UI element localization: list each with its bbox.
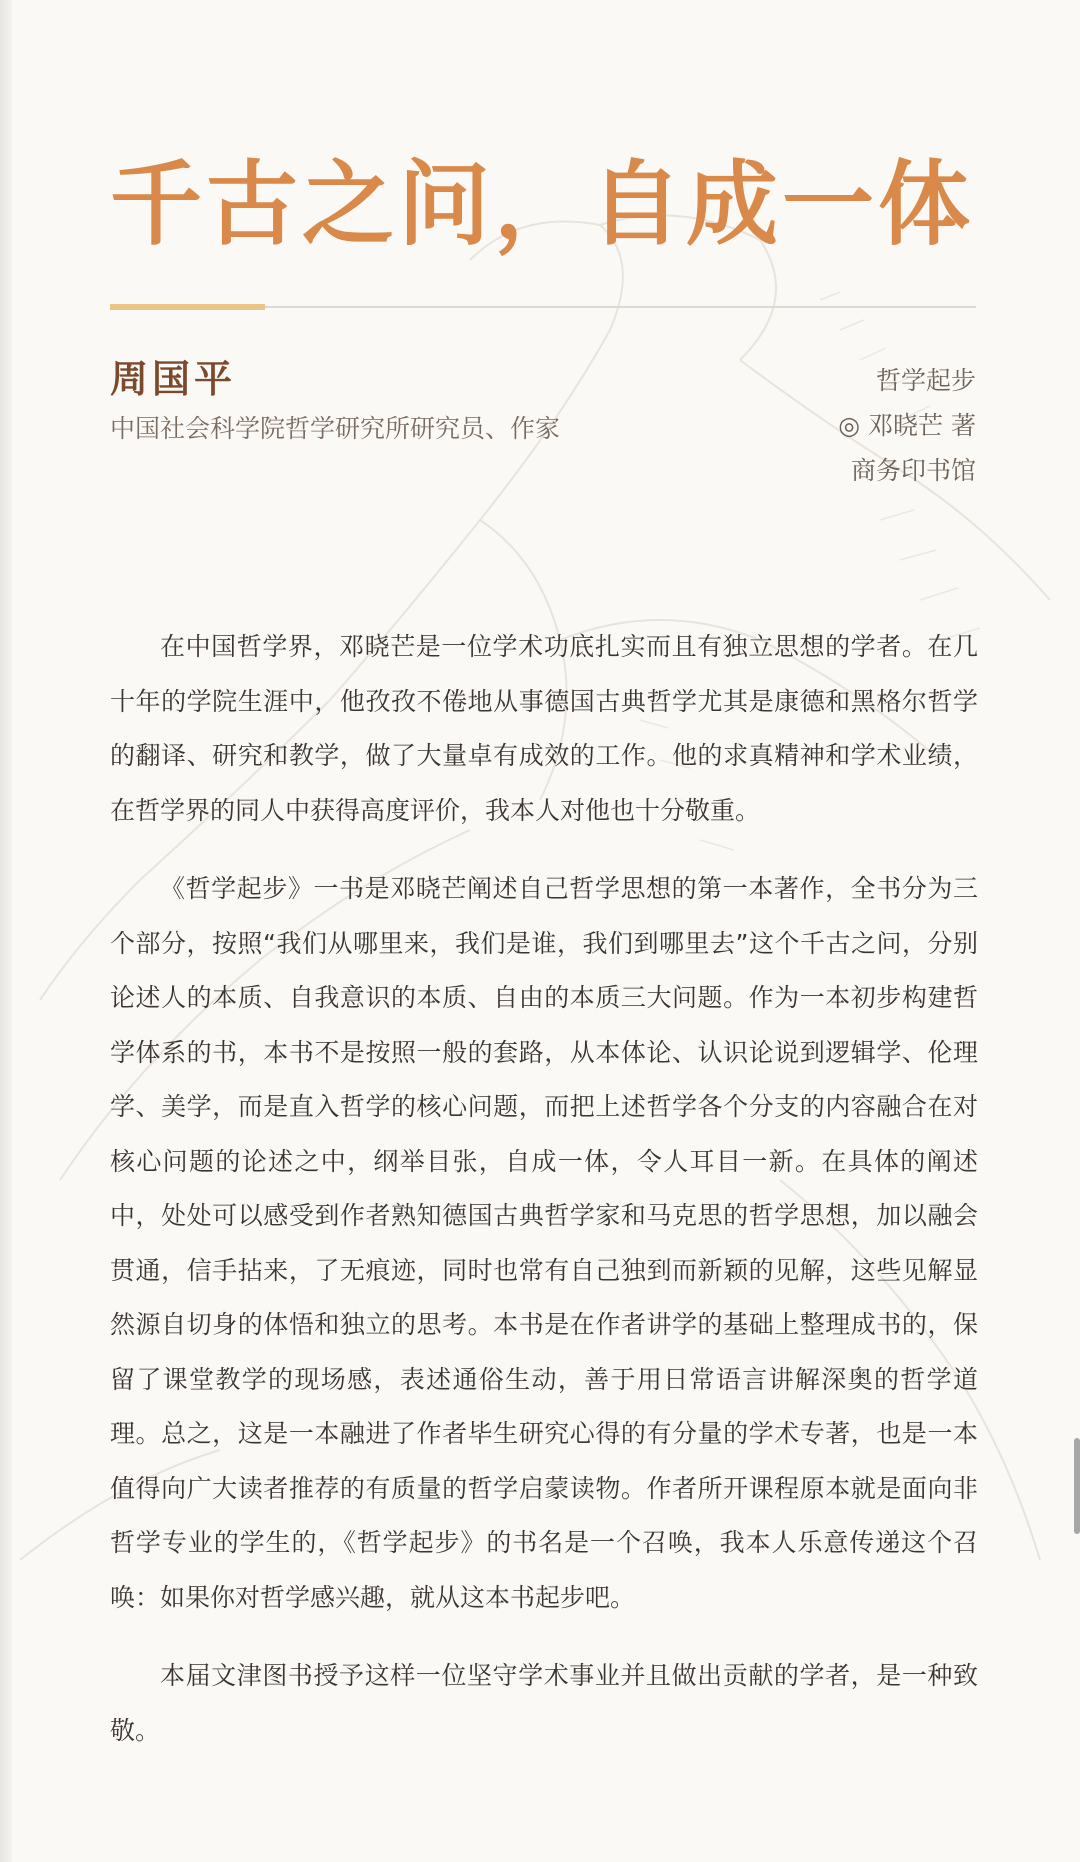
body-paragraph: 在中国哲学界，邓晓芒是一位学术功底扎实而且有独立思想的学者。在几十年的学院生涯中，他孜孜不倦地从事德国古典哲学尤其是康德和黑格尔哲学的翻译、研究和教学，做了大量卓有成效的工作。他的求真精神和学术业绩，在哲学界的同人中获得高度评价，我本人对他也十分敬重。 xyxy=(110,632,978,825)
book-publisher: 商务印书馆 xyxy=(850,456,976,485)
page-left-edge xyxy=(0,0,12,1862)
book-info xyxy=(838,358,976,493)
book-author-line: ◎ 邓晓芒 著 xyxy=(838,411,976,440)
author-name: 周国平 xyxy=(110,356,237,401)
article-body xyxy=(110,620,978,1782)
body-paragraph: 本届文津图书授予这样一位坚守学术事业并且做出贡献的学者，是一种致敬。 xyxy=(110,1661,978,1745)
body-paragraph: 《哲学起步》一书是邓晓芒阐述自己哲学思想的第一本著作，全书分为三个部分，按照“我们从哪里来，我们是谁，我们到哪里去”这个千古之问，分别论述人的本质、自我意识的本质、自由的本质三大问题。作为一本初步构建哲学体系的书，本书不是按照一般的套路，从本体论、认识论说到逻辑学、伦理学、美学，而是直入哲学的核心问题，而把上述哲学各个分支的内容融合在对核心问题的论述之中，纲举目张，自成一体，令人耳目一新。在具体的阐述中，处处可以感受到作者熟知德国古典哲学家和马克思的哲学思想，加以融会贯通，信手拈来，了无痕迹，同时也常有自己独到而新颖的见解，这些见解显然源自切身的体悟和独立的思考。本书是在作者讲学的基础上整理成书的，保留了课堂教学的现场感，表述通俗生动，善于用日常语言讲解深奥的哲学道理。总之，这是一本融进了作者毕生研究心得的有分量的学术专著，也是一本值得向广大读者推荐的有质量的哲学启蒙读物。作者所开课程原本就是面向非哲学专业的学生的，《哲学起步》的书名是一个召唤，我本人乐意传递这个召唤：如果你对哲学感兴趣，就从这本书起步吧。 xyxy=(110,874,978,1612)
scrollbar-thumb[interactable] xyxy=(1074,1438,1080,1534)
title-divider-accent xyxy=(110,304,265,310)
article-title: 千古之问，自成一体 xyxy=(110,150,975,258)
author-affiliation: 中国社会科学院哲学研究所研究员、作家 xyxy=(110,414,561,443)
book-name: 哲学起步 xyxy=(875,366,976,395)
